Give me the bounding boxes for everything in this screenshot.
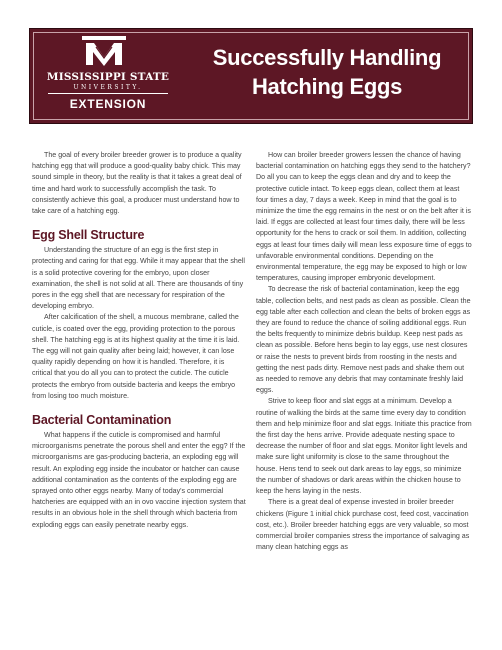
header-banner (29, 28, 473, 124)
page-title-line1: Successfully Handling (212, 45, 442, 70)
right-paragraph-4: There is a great deal of expense invested in broiler breeder chickens (Figure 1 initial chick purchase cost, feed cost, vaccination cost, etc.). Broiler breeder hatching eggs are very valuable, so most commercial broiler companies stress the importance of salvaging as many clean hatching eggs as (256, 498, 470, 552)
right-paragraph-2: To decrease the risk of bacterial contamination, keep the egg table, collection belts, and nest pads as clean as possible. Clean the egg table after each collection and clean the belts of broken eggs as they are found to reduce the chance of soiling additional eggs. Run the belts frequently to minimize debris buildup. Keep nest pads as clean as possible. Before hens begin to lay eggs, use nest closures or raise the nests to prevent birds from roosting in the nests and getting the nest pads dirty. Remove nest pads and shake them out as needed to remove any debris that may contaminate freshly laid eggs. (256, 285, 471, 395)
page-title-line2: Hatching Eggs (251, 74, 403, 99)
right-paragraph-3: Strive to keep floor and slat eggs at a minimum. Develop a routine of walking the birds at the same time every day to condition them and help minimize floor and slat eggs. Initiate this practice from the first day the hens arrive. Provide adequate nesting space to decrease the number of floor and slat eggs. Monitor light levels and make sure light uniformity is close to the same throughout the house. Hens tend to seek out dark areas to lay eggs, so minimize the number of shadows or dark areas within the chicken house to keep the hens laying in the nests. (256, 397, 472, 496)
left-column (32, 150, 246, 531)
shell-paragraph-2: After calcification of the shell, a mucous membrane, called the cuticle, is coated over the egg, providing protection to the porous shell. The hatching egg is at its highest quality at the time it is laid. The egg will not gain quality after being laid; however, it can lose quality rapidly depending on how it is handled. Therefore, it is critical that you do all you can to protect the cuticle. The cuticle protects the embryo from outside bacteria and keeps the embryo from losing too much moisture. (32, 313, 240, 400)
msu-m-logo-icon (80, 35, 128, 69)
heading-egg-shell-structure: Egg Shell Structure (32, 228, 145, 243)
page-title (188, 43, 466, 101)
logo-divider (48, 93, 168, 94)
heading-bacterial-contamination: Bacterial Contamination (32, 413, 172, 428)
logo-university-sub: UNIVERSITY. (73, 84, 143, 91)
right-paragraph-1: How can broiler breeder growers lessen the chance of having bacterial contamination on hatching eggs they send to the hatchery? Do all you can to keep the eggs clean and dry and to keep the protective cuticle intact. To keep eggs clean, collect them at least four times a day, 7 days a week. Keep in mind that the goal is to minimize the time the egg remains in the nest or on the belt after it is laid. If eggs are collected at least four times daily, there will be less opportunity for the hens to crack or soil them. In addition, collecting eggs at least four times daily will mean less exposure time of eggs to unfavorable environmental conditions. Depending on the environmental temperature, the egg may be exposed to high or low temperatures, causing improper embryonic development. (256, 151, 472, 283)
bacterial-paragraph-1: What happens if the cuticle is compromised and harmful microorganisms penetrate the porous shell and enter the egg? If the microorganisms are gas-producing bacteria, an exploding egg will result. An exploding egg inside the incubator or hatcher can cause additional contamination as the contents of the exploding egg are sprayed onto other eggs nearby. Many of today's commercial hatcheries are equipped with an in ovo vaccine injection system that results in an obvious hole in the shell through which bacteria from exploding eggs can easily penetrate nearby eggs. (32, 431, 246, 529)
intro-paragraph: The goal of every broiler breeder grower is to produce a quality hatching egg that will produce a good-quality baby chick. This may sound simple in theory, but the reality is that it takes a great deal of time and hard work to successfully accomplish the task. To consistently achieve this goal, a producer must understand how to take care of a hatching egg. (32, 151, 242, 216)
logo-university-name: MISSISSIPPI STATE (46, 71, 170, 83)
logo-extension: EXTENSION (69, 97, 147, 111)
right-column (256, 150, 472, 553)
shell-paragraph-1: Understanding the structure of an egg is the first step in protecting and caring for that egg. While it may appear that the shell is a solid protective covering for the embryo, upon closer examination, the shell is not solid at all. There are thousands of tiny pores in the egg shell that are necessary for respiration of the developing embryo. (32, 246, 245, 311)
